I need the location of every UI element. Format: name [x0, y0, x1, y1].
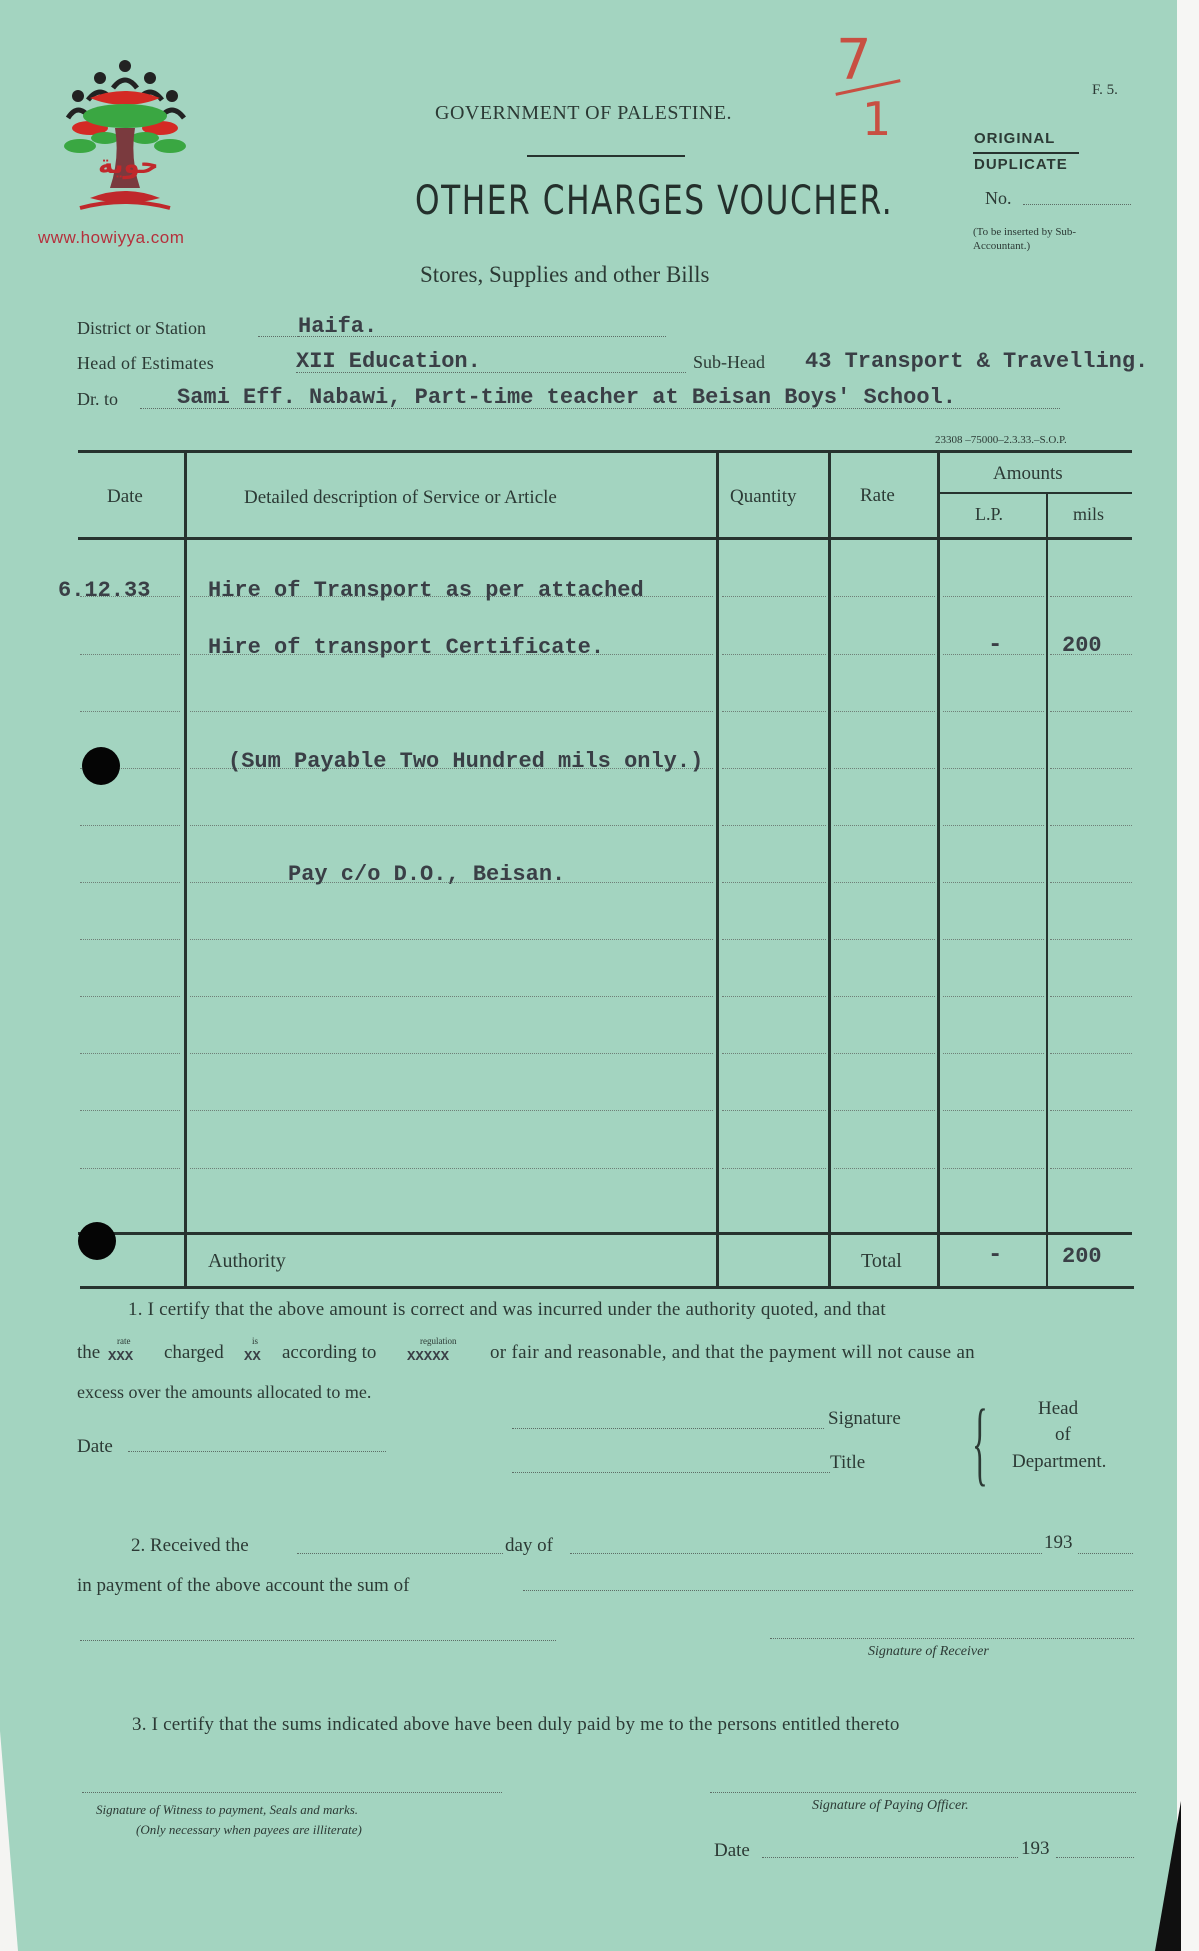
received-year-field[interactable] [1078, 1553, 1133, 1554]
row-guide [190, 1110, 713, 1111]
header-rate: Rate [860, 485, 895, 506]
row-guide [722, 596, 826, 597]
cert3-year: 193 [1021, 1838, 1050, 1859]
receiver-signature-field[interactable] [770, 1638, 1134, 1639]
row-guide [190, 711, 713, 712]
row-guide [722, 996, 826, 997]
row-guide [834, 1053, 935, 1054]
row-guide [943, 1168, 1044, 1169]
row-guide [1050, 1168, 1132, 1169]
col-divider-date [184, 452, 187, 1288]
district-label: District or Station [77, 318, 206, 338]
struck-word-1: XXX [108, 1349, 134, 1365]
row-guide [722, 1168, 826, 1169]
government-heading: GOVERNMENT OF PALESTINE. [435, 102, 733, 124]
copy-duplicate: DUPLICATE [974, 156, 1068, 173]
voucher-title: OTHER CHARGES VOUCHER. [415, 178, 894, 224]
sup-regulation: regulation [420, 1336, 457, 1346]
row-guide [722, 825, 826, 826]
row-guide [80, 711, 180, 712]
dr-to-label: Dr. to [77, 389, 119, 409]
header-mils: mils [1073, 504, 1105, 524]
scan-shadow [1155, 1801, 1181, 1951]
watermark-url[interactable]: www.howiyya.com [38, 228, 185, 247]
row-6-description: Pay c/o D.O., Beisan. [288, 862, 566, 887]
row-guide [1050, 882, 1132, 883]
row-guide [722, 1053, 826, 1054]
head-of-dept-3: Department. [1012, 1451, 1107, 1472]
subhead-label: Sub-Head [693, 352, 765, 372]
table-top-border [78, 450, 1132, 453]
punch-hole-icon [82, 747, 120, 785]
received-the-label: 2. Received the [131, 1535, 249, 1556]
row-guide [80, 1053, 180, 1054]
cert3-year-field[interactable] [1056, 1857, 1134, 1858]
certificate-1-line-1: 1. I certify that the above amount is correct and was incurred under the authority quoted, and that [128, 1299, 886, 1320]
row-guide [190, 825, 713, 826]
certificate-1-charged: charged [164, 1342, 224, 1363]
header-amounts: Amounts [993, 463, 1063, 484]
row-guide [1050, 1110, 1132, 1111]
row-guide [943, 939, 1044, 940]
logo-arabic-text: حوية [98, 150, 159, 180]
row-1-description: Hire of Transport as per attached [208, 578, 644, 603]
row-guide [834, 1110, 935, 1111]
row-guide [1050, 996, 1132, 997]
subhead-value[interactable]: 43 Transport & Travelling. [805, 349, 1149, 374]
handwritten-annotation-bottom: 1 [862, 92, 892, 146]
original-strike [973, 152, 1079, 154]
district-dots [258, 336, 298, 337]
row-guide [722, 1110, 826, 1111]
table-bottom-border [80, 1286, 1134, 1289]
received-year: 193 [1044, 1532, 1073, 1553]
row-guide [190, 1053, 713, 1054]
row-guide [1050, 711, 1132, 712]
sup-rate: rate [117, 1336, 131, 1346]
row-2-description: Hire of transport Certificate. [208, 635, 605, 660]
row-guide [943, 1110, 1044, 1111]
witness-label-2: (Only necessary when payees are illiterate) [136, 1822, 362, 1837]
row-guide [1050, 939, 1132, 940]
print-code: 23308 –75000–2.3.33.–S.O.P. [935, 434, 1067, 446]
row-guide [80, 1110, 180, 1111]
certificate-1-according: according to [282, 1342, 377, 1363]
row-guide [943, 996, 1044, 997]
row-guide [1050, 596, 1132, 597]
voucher-no-note-1: (To be inserted by Sub- [973, 226, 1077, 238]
row-guide [943, 882, 1044, 883]
heading-rule [527, 155, 685, 157]
row-guide [722, 939, 826, 940]
payee-line [140, 408, 1060, 409]
witness-label-1: Signature of Witness to payment, Seals and marks. [96, 1802, 359, 1817]
payment-line-label: in payment of the above account the sum of [77, 1575, 410, 1596]
row-guide [834, 939, 935, 940]
header-description: Detailed description of Service or Article [244, 487, 557, 508]
col-divider-description [716, 452, 719, 1288]
header-date: Date [107, 486, 143, 507]
row-guide [190, 996, 713, 997]
district-line [298, 336, 666, 337]
howiyya-logo-icon [60, 58, 190, 228]
received-day-field[interactable] [297, 1553, 503, 1554]
row-guide [943, 596, 1044, 597]
received-month-field[interactable] [570, 1553, 1042, 1554]
amounts-split [938, 492, 1132, 494]
col-divider-lp [1046, 492, 1048, 1288]
row-guide [834, 596, 935, 597]
punch-hole-icon [78, 1222, 116, 1260]
col-divider-quantity [828, 452, 831, 1288]
row-guide [943, 1053, 1044, 1054]
total-mils: 200 [1062, 1244, 1102, 1269]
cert3-date-field[interactable] [762, 1857, 1018, 1858]
row-guide [1050, 825, 1132, 826]
col-divider-rate [937, 452, 940, 1288]
row-guide [1050, 768, 1132, 769]
cert1-signature-label: Signature [828, 1408, 901, 1429]
voucher-no-note-2: Accountant.) [973, 240, 1031, 252]
scan-edge [1177, 0, 1199, 1951]
head-line [296, 372, 686, 373]
row-guide [1050, 1053, 1132, 1054]
struck-word-2: XX [244, 1349, 261, 1365]
row-4-description: (Sum Payable Two Hundred mils only.) [228, 749, 704, 774]
cert1-date-label: Date [77, 1436, 113, 1457]
receiver-signature-label: Signature of Receiver [868, 1644, 989, 1659]
head-of-dept-1: Head [1038, 1398, 1079, 1419]
row-guide [722, 882, 826, 883]
table-total-border [186, 1232, 1132, 1235]
cert1-title-label: Title [830, 1452, 866, 1473]
certificate-1-line-2: or fair and reasonable, and that the payment will not cause an [490, 1342, 975, 1363]
row-guide [190, 1168, 713, 1169]
sum-field-continued[interactable] [80, 1640, 556, 1641]
table-header-border [78, 537, 1132, 540]
struck-word-3: XXXXX [407, 1349, 450, 1365]
row-guide [722, 711, 826, 712]
paying-officer-label: Signature of Paying Officer. [812, 1798, 969, 1813]
row-guide [943, 825, 1044, 826]
row-1-date: 6.12.33 [58, 578, 151, 603]
paying-officer-signature-field[interactable] [710, 1792, 1136, 1793]
row-guide [943, 768, 1044, 769]
row-guide [834, 996, 935, 997]
row-2-lp: - [988, 632, 1003, 659]
brace-open: { [972, 1391, 988, 1495]
row-2-mils: 200 [1062, 633, 1102, 658]
authority-label: Authority [208, 1250, 286, 1272]
total-label: Total [861, 1250, 902, 1272]
certificate-1-the: the [77, 1342, 101, 1363]
paper-corner [0, 1731, 18, 1951]
copy-original: ORIGINAL [974, 130, 1056, 147]
total-lp: - [988, 1242, 1003, 1269]
day-of-label: day of [505, 1535, 554, 1556]
handwritten-annotation-top: 7 [836, 28, 872, 93]
head-of-estimates-label: Head of Estimates [77, 353, 215, 373]
row-guide [190, 939, 713, 940]
sup-is: is [252, 1336, 259, 1346]
sum-field[interactable] [523, 1590, 1133, 1591]
row-guide [80, 939, 180, 940]
row-guide [722, 768, 826, 769]
row-guide [80, 882, 180, 883]
row-guide [943, 711, 1044, 712]
district-value[interactable]: Haifa. [298, 314, 378, 339]
row-guide [722, 654, 826, 655]
row-guide [834, 825, 935, 826]
header-quantity: Quantity [730, 486, 797, 507]
row-guide [834, 882, 935, 883]
row-guide [834, 654, 935, 655]
head-of-dept-2: of [1055, 1424, 1071, 1445]
cert1-title-field[interactable] [512, 1472, 830, 1473]
cert1-date-field[interactable] [128, 1451, 386, 1452]
cert3-date-label: Date [714, 1840, 750, 1861]
voucher-no-field[interactable] [1023, 204, 1131, 205]
witness-signature-field[interactable] [82, 1792, 502, 1793]
voucher-subtitle: Stores, Supplies and other Bills [420, 262, 710, 287]
head-of-estimates-value[interactable]: XII Education. [296, 349, 481, 374]
form-code: F. 5. [1092, 82, 1118, 98]
voucher-no-label: No. [985, 188, 1012, 208]
header-lp: L.P. [975, 504, 1004, 524]
payee-value[interactable]: Sami Eff. Nabawi, Part-time teacher at Beisan Boys' School. [177, 385, 956, 410]
row-guide [834, 711, 935, 712]
certificate-1-line-3: excess over the amounts allocated to me. [77, 1382, 372, 1402]
cert1-signature-field[interactable] [512, 1428, 824, 1429]
row-guide [80, 1168, 180, 1169]
row-guide [834, 768, 935, 769]
row-guide [834, 1168, 935, 1169]
row-guide [80, 825, 180, 826]
certificate-3-text: 3. I certify that the sums indicated above have been duly paid by me to the persons entitled thereto [132, 1714, 900, 1735]
row-guide [80, 996, 180, 997]
row-guide [80, 654, 180, 655]
